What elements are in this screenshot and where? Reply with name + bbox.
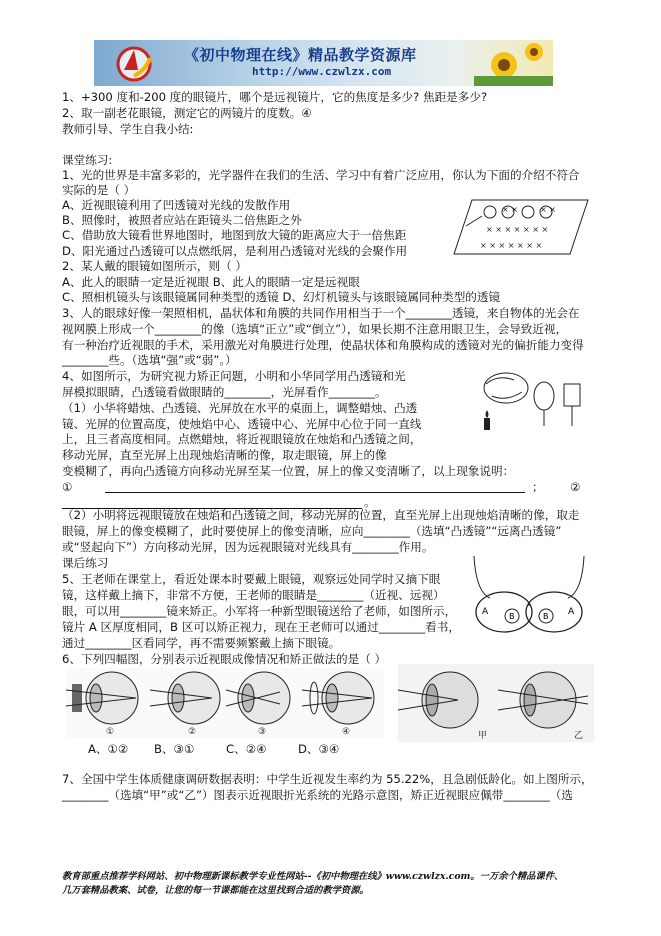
magnetic-field-figure [452,198,590,256]
text-line: 上，且三者高度相同。点燃蜡烛，将近视眼镜放在烛焰和凸透镜之间， [62,432,422,446]
text-line: 眼，可以用________镜来矫正。小军将一种新型眼镜送给了老师，如图所示， [62,604,457,618]
text-line: ________（选填“甲”或“乙”）图表示近视眼折光系统的光路示意图，矫正近视眼应佩带________（选 [62,788,573,802]
text-line: 变模糊了，再向凸透镜方向移动光屏至某一位置，屏上的像又变清晰了，以上现象说明： [62,464,515,478]
text-line: 1、+300 度和-200 度的眼镜片，哪个是远视镜片，它的焦度是多少? 焦距是多少? [62,90,488,104]
text-line: 4、如图所示，为研究视力矫正问题，小明和小华同学用凸透镜和光 [62,369,406,383]
text-line: 通过________区看同学，再不需要频繁戴上摘下眼镜。 [62,636,341,650]
answer-underline-1 [105,492,525,493]
footer-line-1: 教育部重点推荐学科网站、初中物理新课标教学专业性网站--《初中物理在线》www.czwlzx.com。一万余个精品课件、 [62,871,564,882]
answer-blank-line [62,480,72,495]
q6-option-b: B、③① [154,742,195,756]
text-line: C、照相机镜头与该眼镜属同种类型的透镜 D、幻灯机镜头与该眼镜属同种类型的透镜 [62,290,501,304]
text-line: 实际的是（ ） [62,183,136,197]
text-line: 或“竖起向下”）方向移动光屏，因为远视眼镜对光线具有________作用。 [62,540,434,554]
glasses-label-a-right: A [568,607,575,617]
text-line: A、近视眼镜利用了凹透镜对光线的发散作用 [62,198,291,212]
eye-diagrams-right-figure [398,664,594,742]
text-line: ________些。（选填“强”或“弱”。） [62,353,237,367]
eye-label-2: ② [188,727,197,737]
text-line: 镜、光屏的位置高度，使烛焰中心、透镜中心、光屏中心位于同一直线 [62,417,422,431]
glasses-label-a-left: A [482,607,489,617]
text-line: 3、人的眼球好像一架照相机，晶状体和角膜的共同作用相当于一个________透镜，来自物体的光会在 [62,306,580,320]
eye-label-1: ① [106,727,115,737]
answer-semicolon: ； [532,480,544,494]
eye-diagrams-figure [66,668,384,738]
banner-title: 《初中物理在线》精品教学资源库 [184,46,417,64]
svg-text:× ×: × × [540,205,556,214]
text-line: 眼镜，屏上的像变模糊了，此时要使屏上的像变清晰，应向________（选填“凸透镜”“远离凸透镜” [62,524,562,538]
candle-lens-experiment-figure [466,362,591,432]
q6-option-d: D、③④ [298,742,340,756]
text-line: A、此人的眼睛一定是近视眼 B、此人的眼睛一定是远视眼 [62,275,360,289]
text-line: （2）小明将远视眼镜放在烛焰和凸透镜之间，移动光屏的位置，直至光屏上出现烛焰清晰的像，取走 [62,508,580,522]
text-line: 屏模拟眼睛，凸透镜看做眼睛的________，光屏看作________。 [62,385,387,399]
eye-label-jia: 甲 [478,731,488,741]
text-line: 移动光屏，直至光屏上出现烛焰清晰的像，取走眼镜，屏上的像 [62,448,387,462]
q6-option-a: A、①② [88,742,129,756]
footer-line-2: 几万套精品教案、试卷，让您的每一节课都能在这里找到合适的教学资源。 [62,885,369,896]
svg-text:× ×: × × [502,205,518,214]
banner-url[interactable]: http://www.czwlzx.com [252,65,392,78]
svg-text:× × × × × × ×: × × × × × × × [480,241,543,250]
text-line: 2、某人戴的眼镜如图所示，则（ ） [62,259,247,273]
text-line: 6、下列四幅图，分别表示近视眼成像情况和矫正做法的是（ ） [62,652,387,666]
text-line: 2、取一副老花眼镜，测定它的两镜片的度数。④ [62,106,312,120]
header-banner [94,40,553,86]
q6-option-c: C、②④ [226,742,267,756]
glasses-label-b-right: B [543,612,549,621]
answer-label-1: ① [62,480,73,494]
glasses-label-b-left: B [509,612,515,621]
answer-label-2: ② [570,480,581,494]
text-line: C、借助放大镜看世界地图时，地图到放大镜的距离应大于一倍焦距 [62,228,407,242]
text-line: 镜片 A 区厚度相同，B 区可以矫正视力，现在王老师可以通过________看书， [62,620,460,634]
text-line: 5、王老师在课堂上，看近处课本时要戴上眼镜，观察远处同学时又摘下眼 [62,572,441,586]
answer-end-mark: 。 [364,495,376,509]
text-line: 1、光的世界是丰富多彩的，光学器件在我们的生活、学习中有着广泛应用，你认为下面的介绍不符合 [62,168,580,182]
text-line: （1）小华将蜡烛、凸透镜、光屏放在水平的桌面上，调整蜡烛、凸透 [62,401,418,415]
text-line: 镜，这样戴上摘下，非常不方便，王老师的眼睛是________（近视、远视） [62,588,445,602]
text-line: 课后练习 [62,556,109,570]
text-line: 视网膜上形成一个________的像（选填“正立”或“倒立”），如果长期不注意用眼卫生，会导致近视， [62,322,568,336]
bifocal-glasses-figure [468,552,590,634]
eye-label-yi: 乙 [574,731,584,741]
text-line: 课堂练习: [62,153,113,167]
eye-label-4: ④ [342,727,351,737]
text-line: B、照像时，被照者应站在距镜头二倍焦距之外 [62,213,302,227]
text-line: 教师引导、学生自我小结: [62,122,194,136]
text-line: D、阳光通过凸透镜可以点燃纸屑，是利用凸透镜对光线的会聚作用 [62,244,408,258]
text-line: 有一种治疗近视眼的手术，采用激光对角膜进行处理，使晶状体和角膜构成的透镜对光的偏折能力变得 [62,338,584,352]
answer-underline-2 [62,508,362,509]
svg-text:× × × × × × ×: × × × × × × × [486,225,549,234]
eye-label-3: ③ [258,727,267,737]
text-line: 7、全国中学生体质健康调研数据表明：中学生近视发生率约为 55.22%，且急剧低龄化。如上图所示， [62,772,593,786]
